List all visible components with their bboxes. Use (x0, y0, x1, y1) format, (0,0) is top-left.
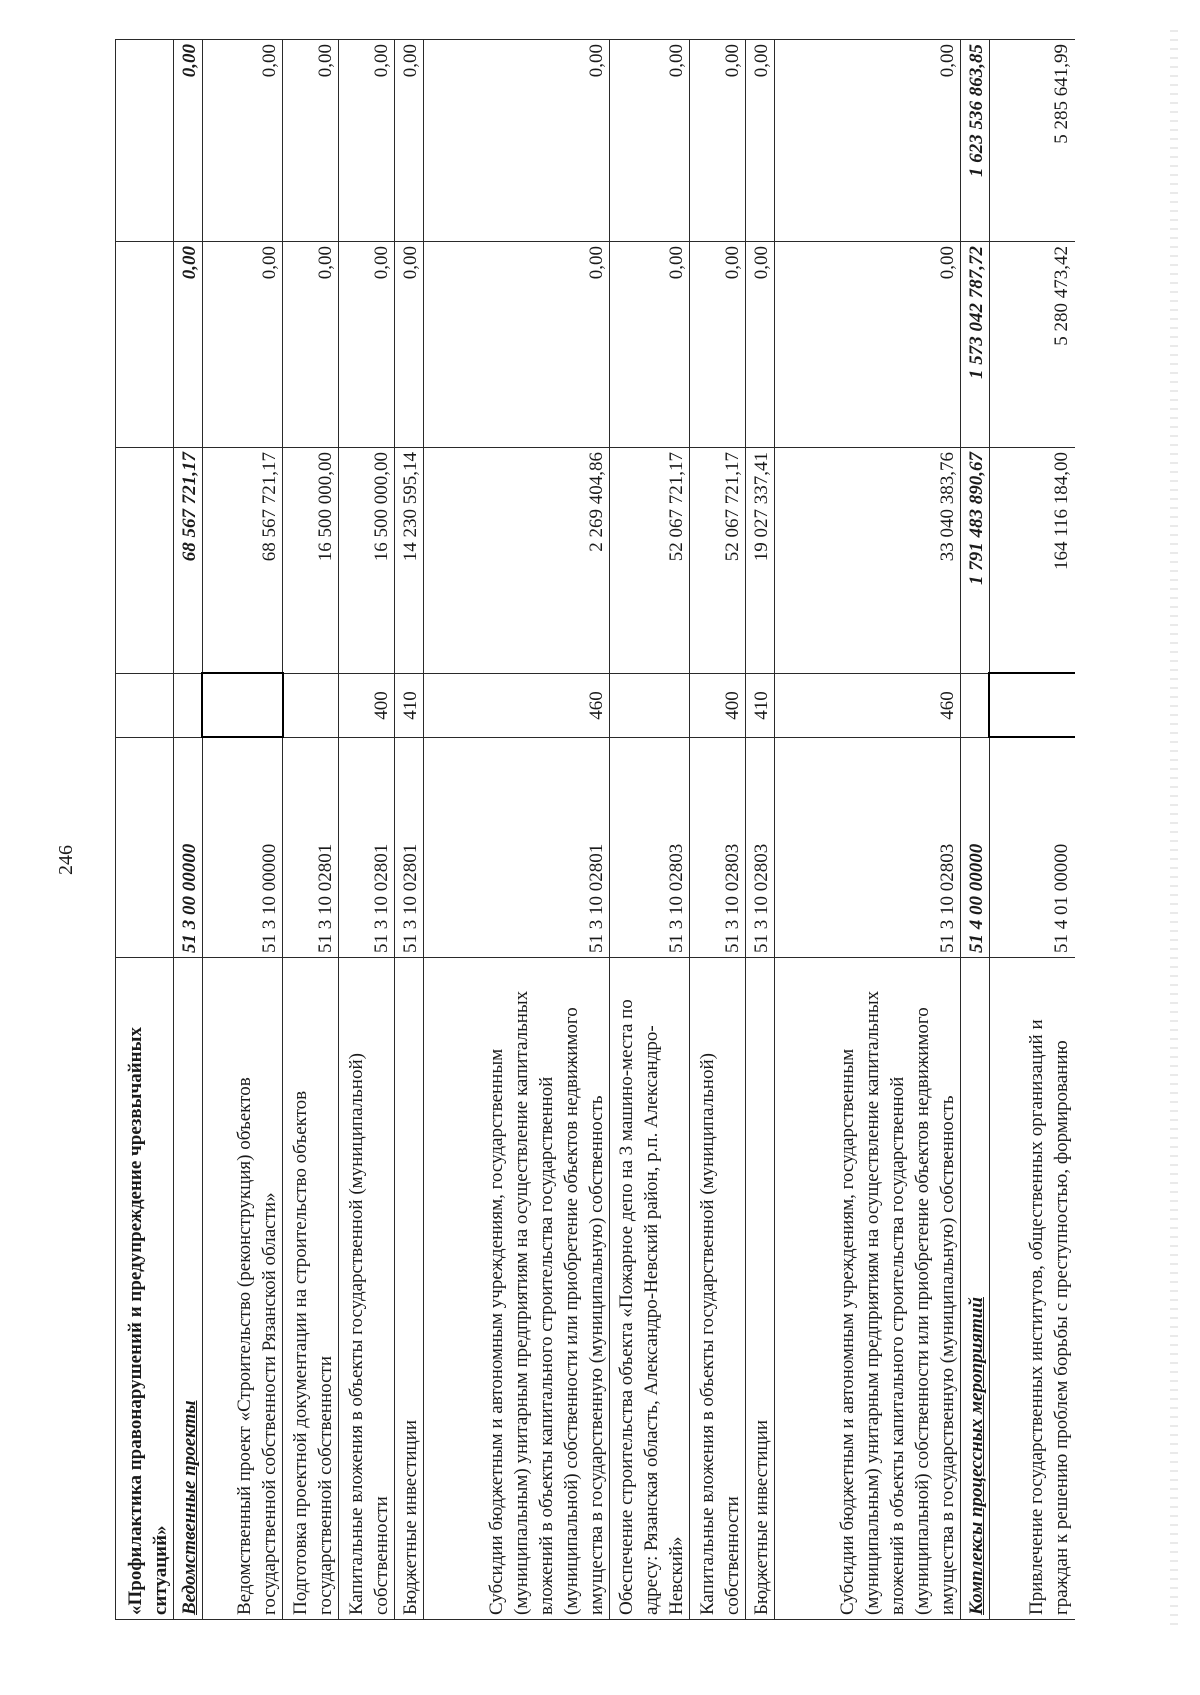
scan-edge-artifact (1170, 30, 1178, 1630)
row-expense-type: 460 (423, 674, 609, 738)
row-code: 51 3 10 00000 (202, 738, 283, 958)
row-code: 51 4 01 00000 (989, 738, 1074, 958)
row-code: 51 3 00 00000 (173, 738, 202, 958)
row-name: Ведомственный проект «Строительство (реконструкция) объектов государственной собственности Рязанской области» (202, 958, 283, 1620)
table-row (423, 40, 609, 1620)
row-name: Обеспечение строительства объекта «Пожарное депо на 3 машино-места по адресу: Рязанская область, Александро-Невский район, р.п. Александро-Невский» (609, 958, 690, 1620)
row-code: 51 3 10 02801 (339, 738, 395, 958)
row-name: Субсидии бюджетным и автономным учреждениям, государственным (муниципальным) унитарным предприятиям на осуществление капитальных вложений в объекты капитального строительства государственной (муниципальной) собственности или приобретение объектов недвижимого имущества в государственную (муниципальную) собственность (774, 958, 960, 1620)
table-row (173, 40, 202, 1620)
row-name: Ведомственные проекты (173, 958, 202, 1620)
row-code: 51 3 10 02801 (423, 738, 609, 958)
row-expense-type: 400 (690, 674, 746, 738)
row-code: 51 3 10 02803 (690, 738, 746, 958)
row-name: «Профилактика правонарушений и предупреждение чрезвычайных ситуаций» (116, 958, 174, 1620)
row-value-3: 0,00 (394, 40, 423, 242)
table-row (690, 40, 746, 1620)
row-expense-type (202, 674, 283, 738)
row-value-2: 5 280 473,42 (989, 242, 1074, 448)
row-value-2: 0,00 (774, 242, 960, 448)
row-value-2: 0,00 (745, 242, 774, 448)
row-value-3 (116, 40, 174, 242)
row-code (116, 738, 174, 958)
row-value-2: 0,00 (394, 242, 423, 448)
row-value-1: 52 067 721,17 (609, 448, 690, 674)
row-name: Субсидии бюджетным и автономным учреждениям, государственным (муниципальным) унитарным предприятиям на осуществление капитальных вложений в объекты капитального строительства государственной (муниципальной) собственности или приобретение объектов недвижимого имущества в государственную (муниципальную) собственность (423, 958, 609, 1620)
table-row (774, 40, 960, 1620)
row-value-2: 0,00 (339, 242, 395, 448)
row-name: Привлечение государственных институтов, общественных организаций и граждан к решению проблем борьбы с преступностью, формированию (989, 958, 1074, 1620)
table-row (394, 40, 423, 1620)
row-value-3: 1 623 536 863,85 (960, 40, 989, 242)
budget-table (115, 39, 1075, 1620)
row-value-3: 0,00 (745, 40, 774, 242)
row-value-1: 164 116 184,00 (989, 448, 1074, 674)
row-value-2: 0,00 (690, 242, 746, 448)
row-expense-type: 410 (394, 674, 423, 738)
row-value-3: 0,00 (609, 40, 690, 242)
row-value-1: 2 269 404,86 (423, 448, 609, 674)
table-row (283, 40, 339, 1620)
row-code: 51 4 00 00000 (960, 738, 989, 958)
row-code: 51 3 10 02803 (745, 738, 774, 958)
row-value-1: 33 040 383,76 (774, 448, 960, 674)
row-name: Капитальные вложения в объекты государственной (муниципальной) собственности (339, 958, 395, 1620)
row-value-3: 0,00 (202, 40, 283, 242)
table-row (745, 40, 774, 1620)
row-value-3: 0,00 (423, 40, 609, 242)
row-name: Комплексы процессных мероприятий (960, 958, 989, 1620)
row-value-2: 0,00 (202, 242, 283, 448)
row-name: Бюджетные инвестиции (745, 958, 774, 1620)
row-value-3: 0,00 (774, 40, 960, 242)
table-row (116, 40, 174, 1620)
row-value-3: 0,00 (283, 40, 339, 242)
table-row (202, 40, 283, 1620)
row-value-2: 0,00 (173, 242, 202, 448)
budget-table-rotated (115, 40, 1075, 1620)
table-row (609, 40, 690, 1620)
row-expense-type (283, 674, 339, 738)
row-value-2: 0,00 (609, 242, 690, 448)
row-value-1: 52 067 721,17 (690, 448, 746, 674)
row-value-1: 19 027 337,41 (745, 448, 774, 674)
row-value-3: 0,00 (339, 40, 395, 242)
table-row (989, 40, 1074, 1620)
row-value-2 (116, 242, 174, 448)
row-name: Капитальные вложения в объекты государственной (муниципальной) собственности (690, 958, 746, 1620)
row-code: 51 3 10 02803 (609, 738, 690, 958)
row-expense-type (960, 674, 989, 738)
page-number: 246 (55, 845, 77, 875)
row-value-1 (116, 448, 174, 674)
row-code: 51 3 10 02801 (394, 738, 423, 958)
row-code: 51 3 10 02801 (283, 738, 339, 958)
row-value-3: 0,00 (173, 40, 202, 242)
row-value-2: 1 573 042 787,72 (960, 242, 989, 448)
row-value-1: 68 567 721,17 (173, 448, 202, 674)
row-value-2: 0,00 (423, 242, 609, 448)
row-value-2: 0,00 (283, 242, 339, 448)
row-expense-type: 460 (774, 674, 960, 738)
row-name: Бюджетные инвестиции (394, 958, 423, 1620)
row-value-1: 16 500 000,00 (339, 448, 395, 674)
row-value-3: 5 285 641,99 (989, 40, 1074, 242)
row-value-1: 14 230 595,14 (394, 448, 423, 674)
row-expense-type (989, 674, 1074, 738)
row-name: Подготовка проектной документации на строительство объектов государственной собственности (283, 958, 339, 1620)
row-expense-type: 410 (745, 674, 774, 738)
row-value-1: 68 567 721,17 (202, 448, 283, 674)
row-expense-type (609, 674, 690, 738)
table-row (960, 40, 989, 1620)
row-expense-type: 400 (339, 674, 395, 738)
row-expense-type (173, 674, 202, 738)
table-row (339, 40, 395, 1620)
row-value-1: 1 791 483 890,67 (960, 448, 989, 674)
row-code: 51 3 10 02803 (774, 738, 960, 958)
row-value-1: 16 500 000,00 (283, 448, 339, 674)
row-expense-type (116, 674, 174, 738)
row-value-3: 0,00 (690, 40, 746, 242)
